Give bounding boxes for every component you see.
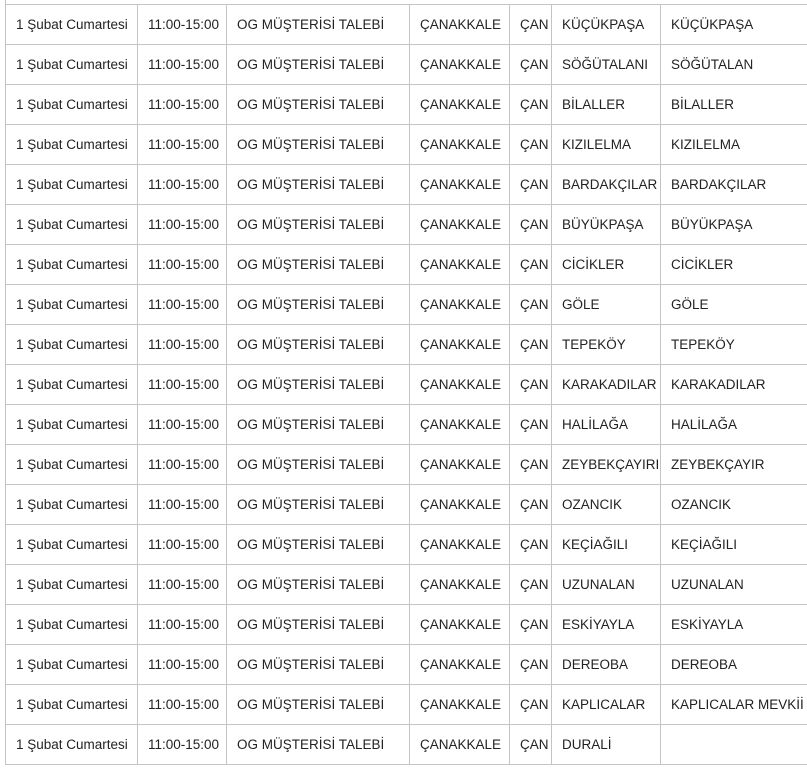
village-cell: SÖĞÜTALANI (552, 45, 661, 85)
city-cell: ÇANAKKALE (410, 325, 510, 365)
village-cell: DURALİ (552, 725, 661, 765)
area-cell: BİLALLER (661, 85, 807, 125)
village-cell: BARDAKÇILAR (552, 165, 661, 205)
time-cell: 11:00-15:00 (138, 325, 227, 365)
table-row (6, 125, 807, 165)
table-row (6, 325, 807, 365)
outage-type-cell: OG MÜŞTERİSİ TALEBİ (227, 325, 410, 365)
area-cell: UZUNALAN (661, 565, 807, 605)
area-cell: KIZILELMA (661, 125, 807, 165)
outage-type-cell: OG MÜŞTERİSİ TALEBİ (227, 565, 410, 605)
area-cell (661, 725, 807, 765)
village-cell: HALİLAĞA (552, 405, 661, 445)
time-cell: 11:00-15:00 (138, 485, 227, 525)
district-cell: ÇAN (510, 285, 552, 325)
date-cell: 1 Şubat Cumartesi (6, 325, 138, 365)
date-cell: 1 Şubat Cumartesi (6, 525, 138, 565)
table-row (6, 85, 807, 125)
city-cell: ÇANAKKALE (410, 5, 510, 45)
city-cell: ÇANAKKALE (410, 85, 510, 125)
outage-type-cell: OG MÜŞTERİSİ TALEBİ (227, 525, 410, 565)
city-cell: ÇANAKKALE (410, 205, 510, 245)
time-cell: 11:00-15:00 (138, 685, 227, 725)
date-cell: 1 Şubat Cumartesi (6, 165, 138, 205)
outage-type-cell: OG MÜŞTERİSİ TALEBİ (227, 205, 410, 245)
area-cell: KÜÇÜKPAŞA (661, 5, 807, 45)
time-cell: 11:00-15:00 (138, 165, 227, 205)
outage-type-cell: OG MÜŞTERİSİ TALEBİ (227, 125, 410, 165)
district-cell: ÇAN (510, 645, 552, 685)
outage-type-cell: OG MÜŞTERİSİ TALEBİ (227, 165, 410, 205)
outage-type-cell: OG MÜŞTERİSİ TALEBİ (227, 605, 410, 645)
date-cell: 1 Şubat Cumartesi (6, 685, 138, 725)
village-cell: CİCİKLER (552, 245, 661, 285)
table-row (6, 485, 807, 525)
time-cell: 11:00-15:00 (138, 205, 227, 245)
city-cell: ÇANAKKALE (410, 285, 510, 325)
date-cell: 1 Şubat Cumartesi (6, 725, 138, 765)
date-cell: 1 Şubat Cumartesi (6, 85, 138, 125)
time-cell: 11:00-15:00 (138, 365, 227, 405)
time-cell: 11:00-15:00 (138, 605, 227, 645)
district-cell: ÇAN (510, 125, 552, 165)
time-cell: 11:00-15:00 (138, 725, 227, 765)
district-cell: ÇAN (510, 325, 552, 365)
village-cell: KÜÇÜKPAŞA (552, 5, 661, 45)
outage-schedule-table (5, 4, 807, 765)
date-cell: 1 Şubat Cumartesi (6, 125, 138, 165)
area-cell: BÜYÜKPAŞA (661, 205, 807, 245)
village-cell: BİLALLER (552, 85, 661, 125)
table-row (6, 645, 807, 685)
outage-type-cell: OG MÜŞTERİSİ TALEBİ (227, 645, 410, 685)
table-row (6, 165, 807, 205)
outage-type-cell: OG MÜŞTERİSİ TALEBİ (227, 445, 410, 485)
date-cell: 1 Şubat Cumartesi (6, 245, 138, 285)
table-row (6, 245, 807, 285)
city-cell: ÇANAKKALE (410, 445, 510, 485)
district-cell: ÇAN (510, 485, 552, 525)
district-cell: ÇAN (510, 685, 552, 725)
district-cell: ÇAN (510, 565, 552, 605)
time-cell: 11:00-15:00 (138, 125, 227, 165)
area-cell: SÖĞÜTALAN (661, 45, 807, 85)
time-cell: 11:00-15:00 (138, 45, 227, 85)
city-cell: ÇANAKKALE (410, 605, 510, 645)
city-cell: ÇANAKKALE (410, 165, 510, 205)
city-cell: ÇANAKKALE (410, 125, 510, 165)
date-cell: 1 Şubat Cumartesi (6, 5, 138, 45)
outage-type-cell: OG MÜŞTERİSİ TALEBİ (227, 485, 410, 525)
date-cell: 1 Şubat Cumartesi (6, 565, 138, 605)
village-cell: OZANCIK (552, 485, 661, 525)
table-row (6, 285, 807, 325)
area-cell: KEÇİAĞILI (661, 525, 807, 565)
table-body (6, 5, 807, 765)
table-row (6, 205, 807, 245)
district-cell: ÇAN (510, 45, 552, 85)
city-cell: ÇANAKKALE (410, 45, 510, 85)
area-cell: HALİLAĞA (661, 405, 807, 445)
table-row (6, 445, 807, 485)
city-cell: ÇANAKKALE (410, 525, 510, 565)
outage-type-cell: OG MÜŞTERİSİ TALEBİ (227, 5, 410, 45)
time-cell: 11:00-15:00 (138, 645, 227, 685)
table-row (6, 565, 807, 605)
district-cell: ÇAN (510, 405, 552, 445)
table-row (6, 525, 807, 565)
date-cell: 1 Şubat Cumartesi (6, 445, 138, 485)
area-cell: TEPEKÖY (661, 325, 807, 365)
village-cell: KIZILELMA (552, 125, 661, 165)
time-cell: 11:00-15:00 (138, 525, 227, 565)
area-cell: DEREOBA (661, 645, 807, 685)
village-cell: KARAKADILAR (552, 365, 661, 405)
area-cell: CİCİKLER (661, 245, 807, 285)
district-cell: ÇAN (510, 5, 552, 45)
village-cell: KEÇİAĞILI (552, 525, 661, 565)
table-row (6, 605, 807, 645)
table-row (6, 405, 807, 445)
district-cell: ÇAN (510, 445, 552, 485)
city-cell: ÇANAKKALE (410, 565, 510, 605)
area-cell: KAPLICALAR MEVKİİ (661, 685, 807, 725)
area-cell: OZANCIK (661, 485, 807, 525)
date-cell: 1 Şubat Cumartesi (6, 205, 138, 245)
table-row (6, 365, 807, 405)
area-cell: BARDAKÇILAR (661, 165, 807, 205)
time-cell: 11:00-15:00 (138, 5, 227, 45)
outage-type-cell: OG MÜŞTERİSİ TALEBİ (227, 285, 410, 325)
district-cell: ÇAN (510, 525, 552, 565)
date-cell: 1 Şubat Cumartesi (6, 485, 138, 525)
date-cell: 1 Şubat Cumartesi (6, 605, 138, 645)
village-cell: GÖLE (552, 285, 661, 325)
date-cell: 1 Şubat Cumartesi (6, 645, 138, 685)
area-cell: KARAKADILAR (661, 365, 807, 405)
outage-type-cell: OG MÜŞTERİSİ TALEBİ (227, 85, 410, 125)
district-cell: ÇAN (510, 85, 552, 125)
district-cell: ÇAN (510, 725, 552, 765)
village-cell: BÜYÜKPAŞA (552, 205, 661, 245)
outage-type-cell: OG MÜŞTERİSİ TALEBİ (227, 405, 410, 445)
table-row (6, 725, 807, 765)
table-row (6, 45, 807, 85)
district-cell: ÇAN (510, 605, 552, 645)
date-cell: 1 Şubat Cumartesi (6, 45, 138, 85)
outage-type-cell: OG MÜŞTERİSİ TALEBİ (227, 685, 410, 725)
outage-type-cell: OG MÜŞTERİSİ TALEBİ (227, 365, 410, 405)
time-cell: 11:00-15:00 (138, 445, 227, 485)
city-cell: ÇANAKKALE (410, 725, 510, 765)
time-cell: 11:00-15:00 (138, 245, 227, 285)
city-cell: ÇANAKKALE (410, 685, 510, 725)
time-cell: 11:00-15:00 (138, 405, 227, 445)
city-cell: ÇANAKKALE (410, 645, 510, 685)
area-cell: ZEYBEKÇAYIR (661, 445, 807, 485)
table-row (6, 5, 807, 45)
area-cell: ESKİYAYLA (661, 605, 807, 645)
village-cell: KAPLICALAR (552, 685, 661, 725)
date-cell: 1 Şubat Cumartesi (6, 405, 138, 445)
time-cell: 11:00-15:00 (138, 565, 227, 605)
village-cell: TEPEKÖY (552, 325, 661, 365)
outage-type-cell: OG MÜŞTERİSİ TALEBİ (227, 245, 410, 285)
date-cell: 1 Şubat Cumartesi (6, 285, 138, 325)
time-cell: 11:00-15:00 (138, 85, 227, 125)
table-row (6, 685, 807, 725)
district-cell: ÇAN (510, 365, 552, 405)
village-cell: DEREOBA (552, 645, 661, 685)
village-cell: ZEYBEKÇAYIRI (552, 445, 661, 485)
district-cell: ÇAN (510, 165, 552, 205)
village-cell: ESKİYAYLA (552, 605, 661, 645)
city-cell: ÇANAKKALE (410, 485, 510, 525)
time-cell: 11:00-15:00 (138, 285, 227, 325)
district-cell: ÇAN (510, 245, 552, 285)
outage-type-cell: OG MÜŞTERİSİ TALEBİ (227, 45, 410, 85)
city-cell: ÇANAKKALE (410, 365, 510, 405)
city-cell: ÇANAKKALE (410, 405, 510, 445)
city-cell: ÇANAKKALE (410, 245, 510, 285)
date-cell: 1 Şubat Cumartesi (6, 365, 138, 405)
outage-type-cell: OG MÜŞTERİSİ TALEBİ (227, 725, 410, 765)
district-cell: ÇAN (510, 205, 552, 245)
area-cell: GÖLE (661, 285, 807, 325)
outage-table-container (5, 4, 807, 765)
village-cell: UZUNALAN (552, 565, 661, 605)
